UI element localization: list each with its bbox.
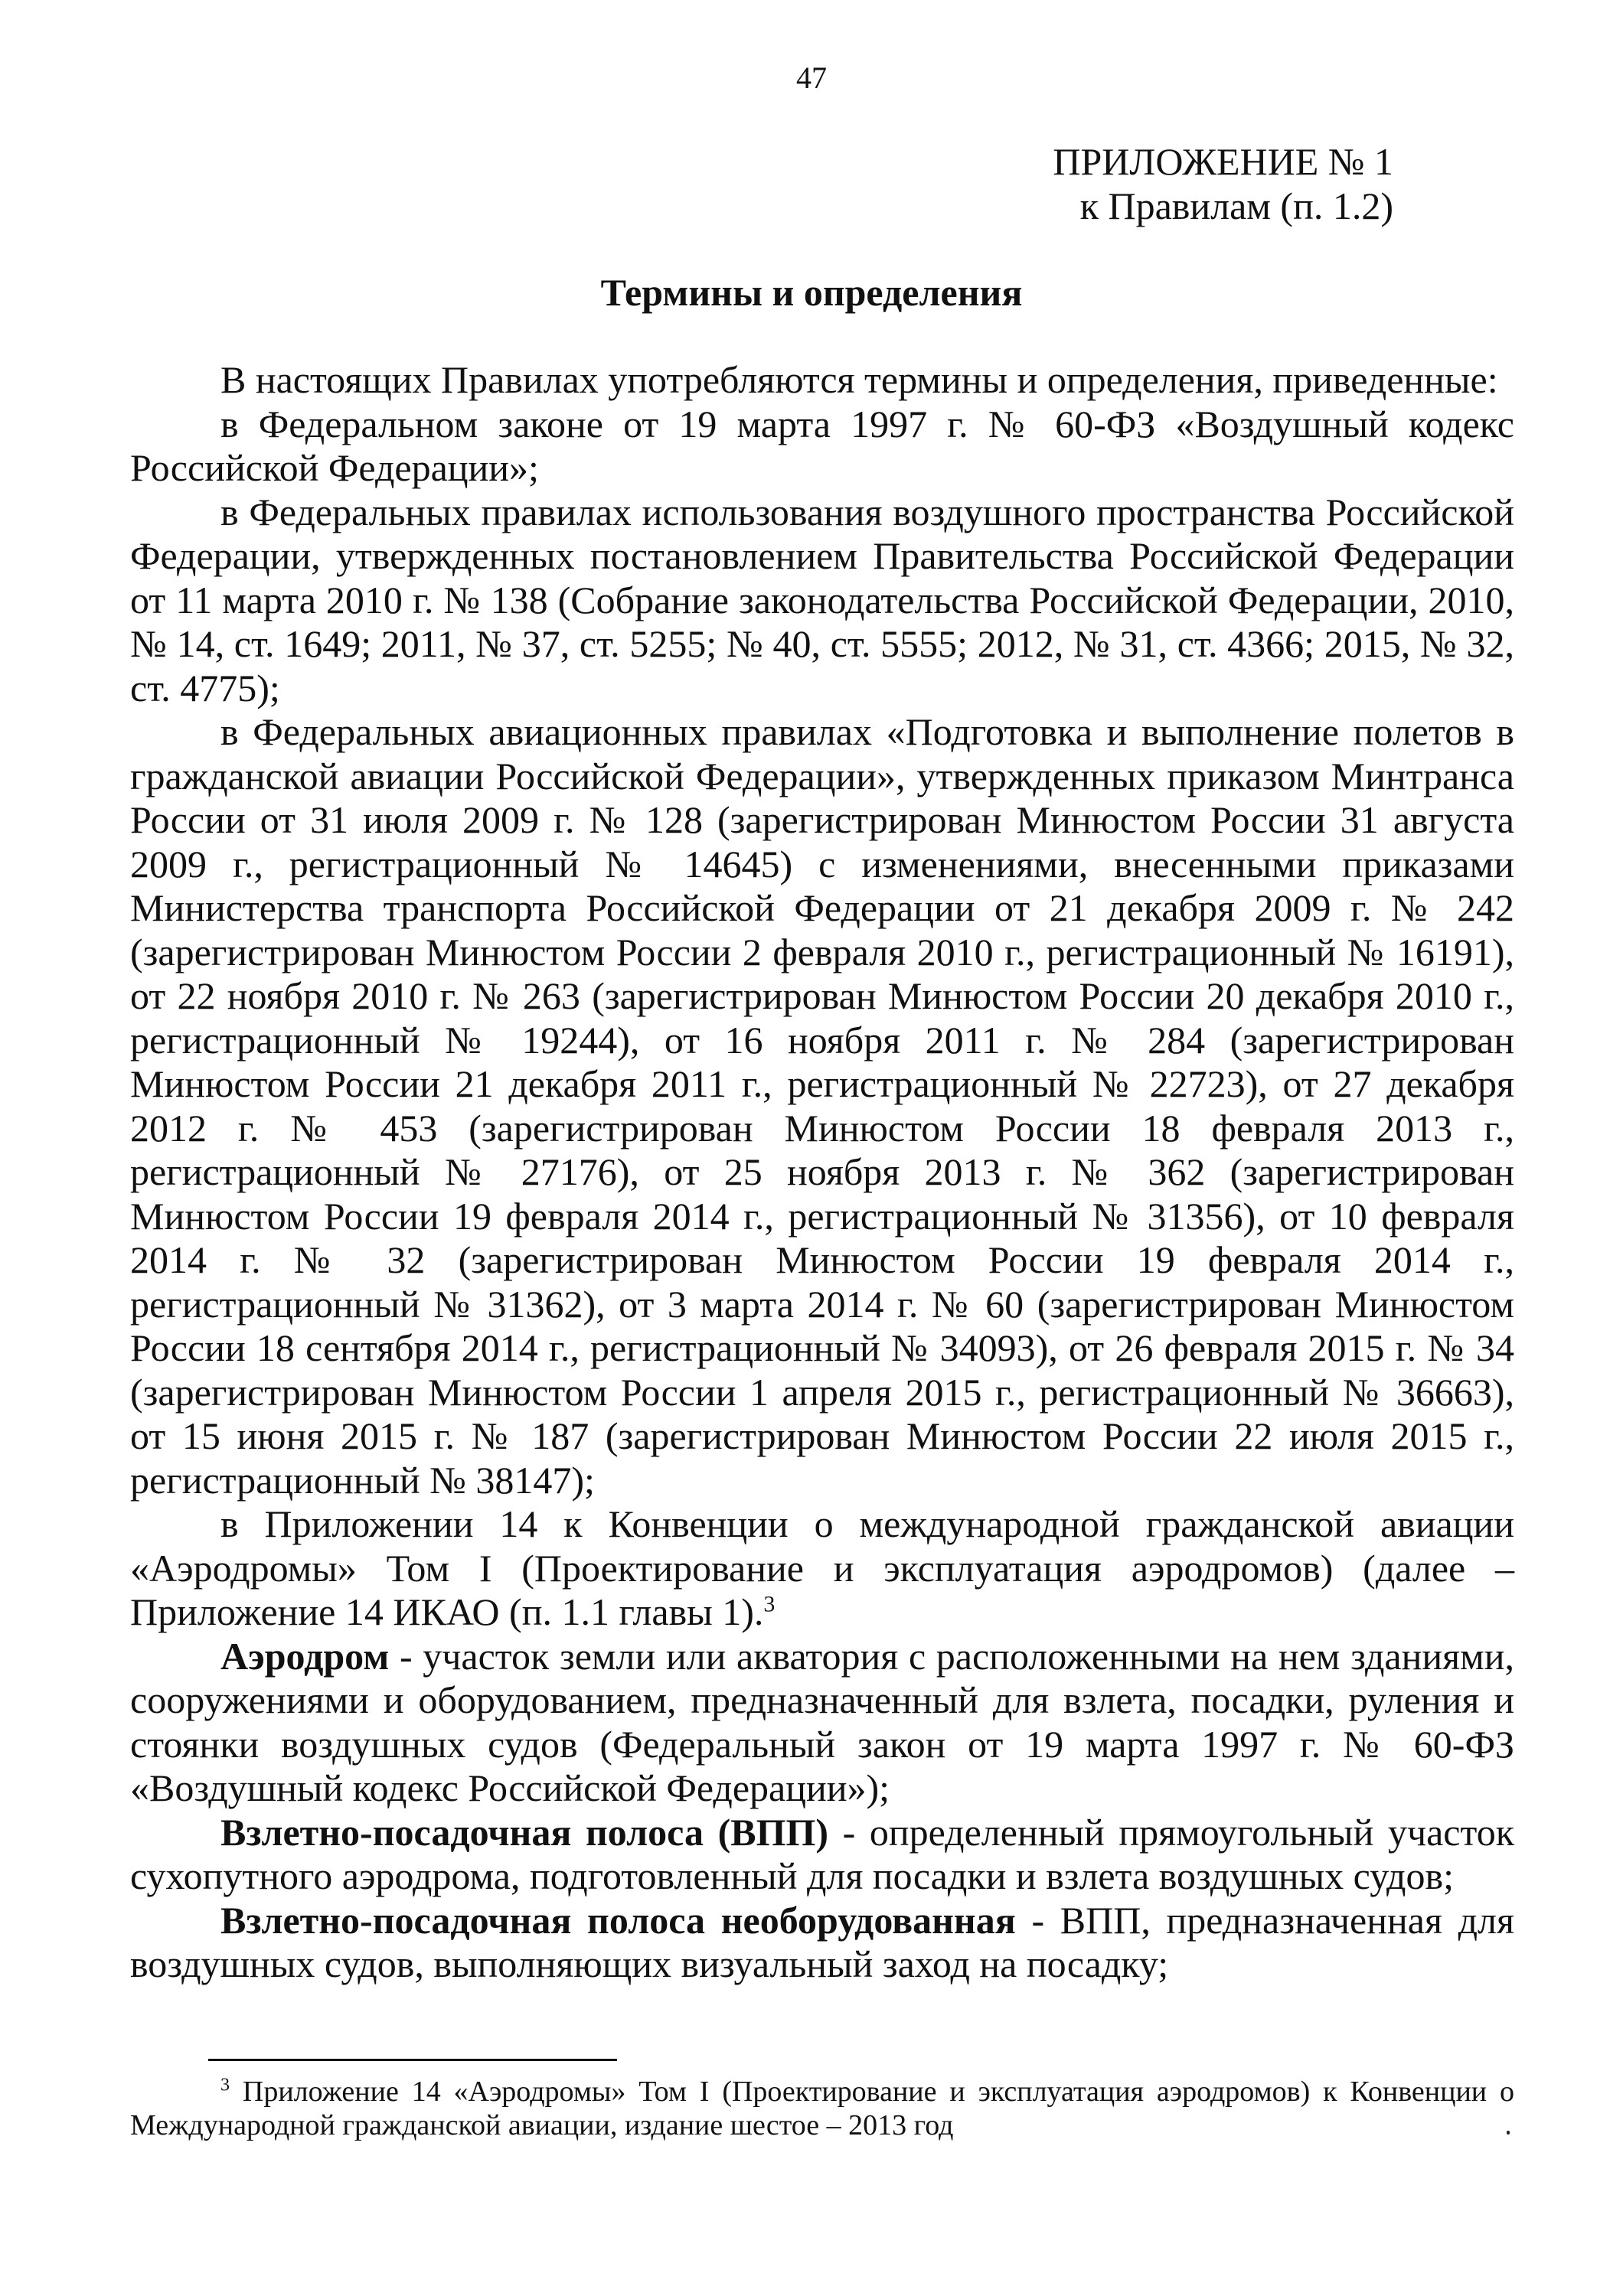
source-paragraph-flight-rules: в Федеральных авиационных правилах «Подготовка и выполнение полетов в гражданской авиации Российской Федерации», утвержденных приказом Минтранса России от 31 июля 2009 г. № 128 (зарегистрирован Минюстом России 31 августа 2009 г., регистрационный № 14645) с изменениями, внесенными приказами Министерства транспорта Российской Федерации от 21 декабря 2009 г. № 242 (зарегистрирован Минюстом России 2 февраля 2010 г., регистрационный № 16191), от 22 ноября 2010 г. № 263 (зарегистрирован Минюстом России 20 декабря 2010 г., регистрационный № 19244), от 16 ноября 2011 г. № 284 (зарегистрирован Минюстом России 21 декабря 2011 г., регистрационный № 22723), от 27 декабря 2012 г. № 453 (зарегистрирован Минюстом России 18 февраля 2013 г., регистрационный № 27176), от 25 ноября 2013 г. № 362 (зарегистрирован Минюстом России 19 февраля 2014 г., регистрационный № 31356), от 10 февраля 2014 г. № 32 (зарегистрирован Минюстом России 19 февраля 2014 г., регистрационный № 31362), от 3 марта 2014 г. № 60 (зарегистрирован Минюстом России 18 сентября 2014 г., регистрационный № 34093), от 26 февраля 2015 г. № 34 (зарегистрирован Минюстом России 1 апреля 2015 г., регистрационный № 36663), от 15 июня 2015 г. № 187 (зарегистрирован Минюстом России 22 июля 2015 г., регистрационный № 38147); <box>130 710 1514 1502</box>
scan-speck <box>1507 2131 1510 2135</box>
definition-text: участок земли или акватория с расположенными на нем зданиями, сооружениями и оборудованием, предназначенный для взлета, посадки, руления и стоянки воздушных судов (Федеральный закон от 19 марта 1997 г. № 60-ФЗ «Воздушный кодекс Российской Федерации»); <box>130 1634 1514 1809</box>
section-heading: Термины и определения <box>600 271 1023 314</box>
intro-paragraph: В настоящих Правилах употребляются термины и определения, приведенные: <box>220 358 1498 401</box>
definition-term: Аэродром <box>220 1634 390 1678</box>
source-paragraph-aviation-code: в Федеральном законе от 19 марта 1997 г. № 60-ФЗ «Воздушный кодекс Российской Федерации»; <box>130 402 1514 489</box>
source-paragraph-icao <box>130 1502 1514 1635</box>
footnote <box>130 2075 1514 2142</box>
icao-source-text: в Приложении 14 к Конвенции о международной гражданской авиации «Аэродромы» Том I (Проектирование и эксплуатация аэродромов) (далее – Приложение 14 ИКАО (п. 1.1 главы 1). <box>130 1502 1514 1633</box>
page-number: 47 <box>796 60 827 95</box>
footnote-mark: 3 <box>220 2075 230 2095</box>
footnote-paragraph <box>130 2075 1514 2142</box>
definition-text: определенный прямоугольный участок сухопутного аэродрома, подготовленный для посадки и взлета воздушных судов; <box>130 1810 1514 1897</box>
definition-unequipped-runway <box>130 1899 1514 1987</box>
definition-separator: - <box>828 1810 870 1854</box>
definition-separator: - <box>1015 1898 1060 1942</box>
definition-term: Взлетно-посадочная полоса (ВПП) <box>220 1810 829 1854</box>
footnote-divider <box>208 2059 617 2061</box>
definition-aerodrome <box>130 1635 1514 1811</box>
document-body <box>130 358 1514 1987</box>
footnote-text: Приложение 14 «Аэродромы» Том I (Проектирование и эксплуатация аэродромов) к Конвенции о Международной гражданской авиации, издание шестое – 2013 год <box>130 2076 1515 2141</box>
definition-separator: - <box>389 1634 423 1678</box>
definition-runway <box>130 1811 1514 1899</box>
definition-term: Взлетно-посадочная полоса необорудованная <box>220 1898 1016 1942</box>
appendix-header <box>1053 139 1393 228</box>
appendix-title: ПРИЛОЖЕНИЕ № 1 <box>1053 140 1393 183</box>
source-paragraph-airspace-rules: в Федеральных правилах использования воздушного пространства Российской Федерации, утвержденных постановлением Правительства Российской Федерации от 11 марта 2010 г. № 138 (Собрание законодательства Российской Федерации, 2010, № 14, ст. 1649; 2011, № 37, ст. 5255; № 40, ст. 5555; 2012, № 31, ст. 4366; 2015, № 32, ст. 4775); <box>130 490 1514 709</box>
definition-text: ВПП, предназначенная для воздушных судов, выполняющих визуальный заход на посадку; <box>130 1898 1514 1985</box>
footnote-reference: 3 <box>763 1591 776 1617</box>
appendix-reference: к Правилам (п. 1.2) <box>1079 184 1393 227</box>
